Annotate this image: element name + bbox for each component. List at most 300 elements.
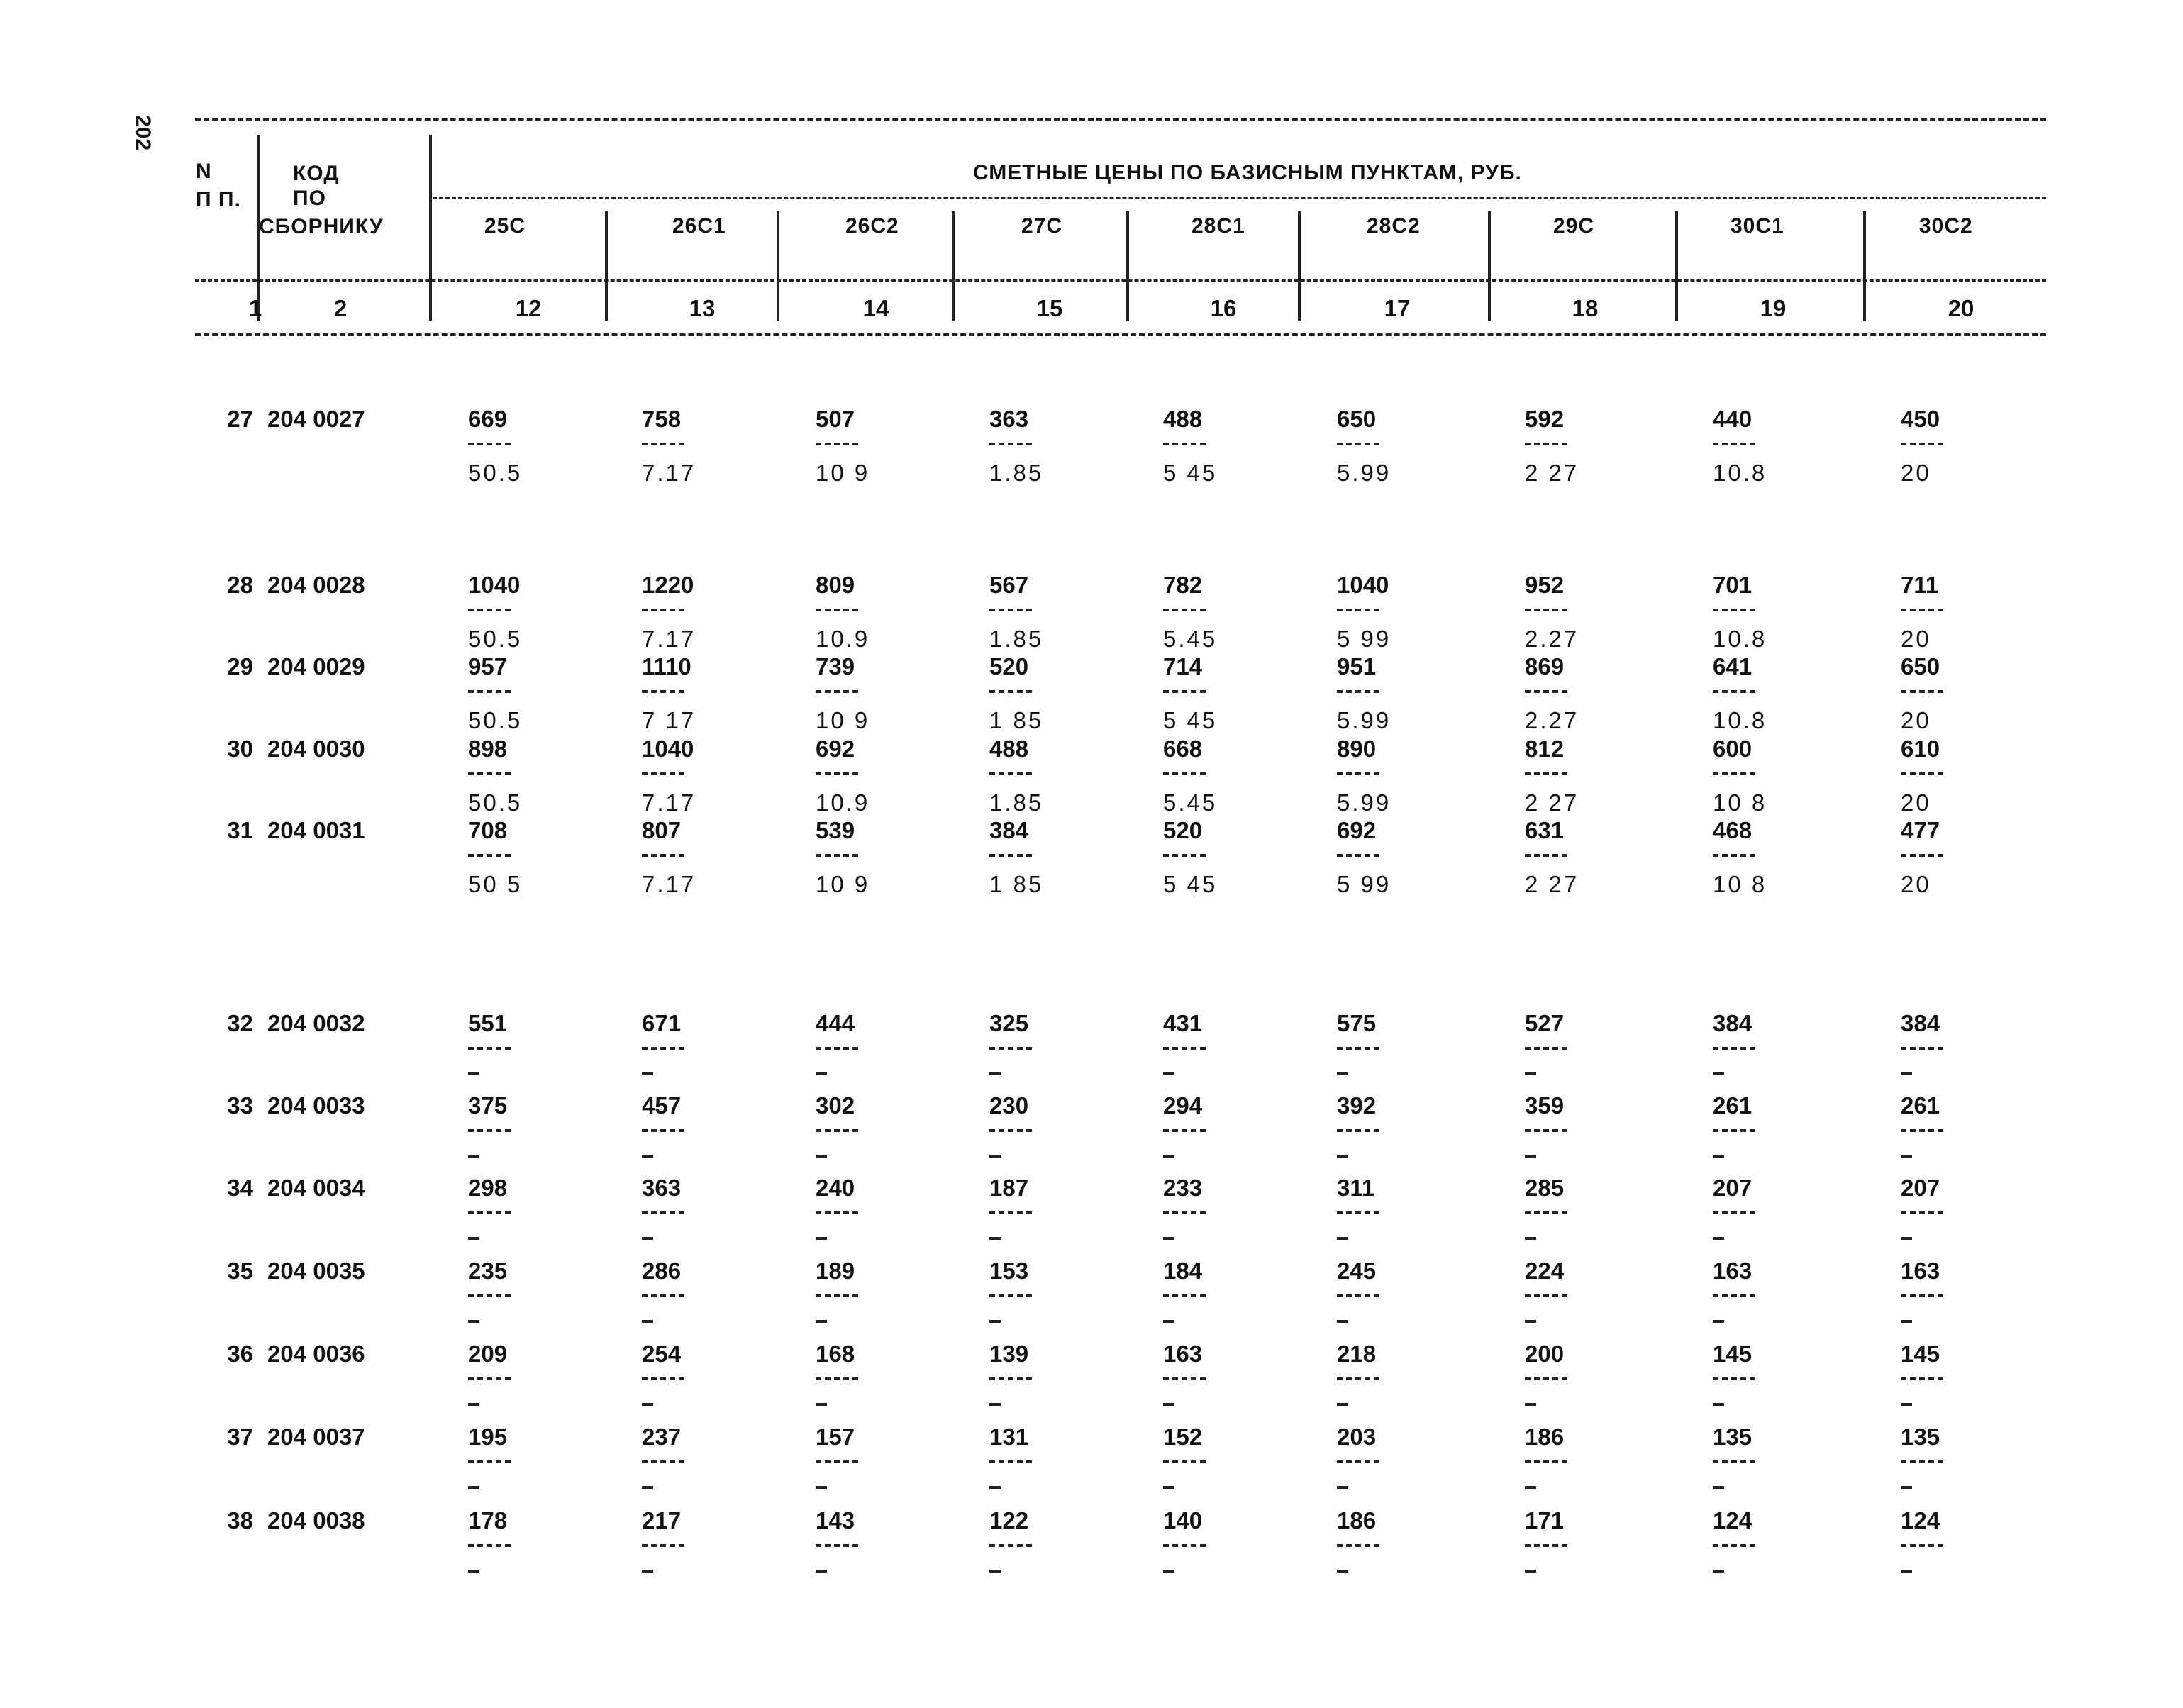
price-value: 809 [816,572,855,598]
fraction-bar [1525,1544,1567,1547]
fraction-bar [642,1129,684,1132]
header-n: N [196,160,212,183]
fraction-bar [1713,1211,1755,1214]
price-value: 124 [1713,1507,1752,1534]
missing-subvalue-mark [816,1403,827,1406]
price-value: 952 [1525,572,1565,598]
fraction-bar [1163,772,1206,775]
fraction-bar [1713,1377,1755,1380]
price-value: 457 [642,1092,682,1119]
price-value: 671 [642,1010,682,1036]
fraction-bar [1337,772,1379,775]
price-value: 898 [468,736,508,762]
price-value: 610 [1901,736,1940,762]
fraction-bar [816,1377,858,1380]
price-value: 171 [1525,1507,1565,1534]
price-subvalue: 10 9 [816,871,870,897]
missing-subvalue-mark [1525,1072,1536,1075]
price-subvalue: 50.5 [468,460,523,486]
fraction-bar [816,609,858,611]
column-number: 20 [1948,295,1974,321]
price-value: 122 [989,1507,1029,1534]
price-value: 890 [1337,736,1377,762]
header-code-3: СБОРНИКУ [259,215,384,238]
fraction-bar [1901,1294,1943,1297]
fraction-bar [642,609,684,611]
fraction-bar [989,772,1032,775]
fraction-bar [468,443,511,445]
price-subvalue: 5.99 [1337,789,1392,816]
missing-subvalue-mark [989,1570,1001,1573]
price-value: 951 [1337,653,1377,680]
missing-subvalue-mark [1901,1570,1912,1573]
price-value: 209 [468,1341,508,1367]
row-code: 204 0028 [267,572,365,598]
fraction-bar [1337,1047,1379,1050]
missing-subvalue-mark [1525,1320,1536,1323]
price-value: 157 [816,1424,855,1450]
fraction-bar [1525,1047,1567,1050]
fraction-bar [1901,1047,1943,1050]
group-rule [433,197,2046,199]
price-subvalue: 50.5 [468,626,523,652]
missing-subvalue-mark [1163,1320,1174,1323]
fraction-bar [989,1544,1032,1547]
fraction-bar [1713,854,1755,857]
row-code: 204 0032 [267,1010,365,1036]
price-value: 207 [1901,1175,1940,1201]
column-number: 18 [1572,295,1599,321]
price-value: 957 [468,653,508,680]
fraction-bar [989,1460,1032,1463]
price-subvalue: 2 27 [1525,460,1579,486]
fraction-bar [989,854,1032,857]
price-subvalue: 50 5 [468,871,523,897]
fraction-bar [989,1294,1032,1297]
row-number: 31 [227,817,253,843]
price-value: 782 [1163,572,1203,598]
missing-subvalue-mark [468,1072,479,1075]
price-value: 186 [1337,1507,1377,1534]
fraction-bar [1163,443,1206,445]
price-column-header: 28С2 [1367,214,1421,238]
price-value: 520 [989,653,1029,680]
price-subvalue: 20 [1901,707,1931,733]
price-value: 527 [1525,1010,1565,1036]
missing-subvalue-mark [989,1072,1001,1075]
column-number: 2 [333,295,348,321]
price-subvalue: 1.85 [989,789,1044,816]
price-column-header: 28С1 [1192,214,1245,238]
price-value: 701 [1713,572,1752,598]
price-value: 168 [816,1341,855,1367]
fraction-bar [468,854,511,857]
price-value: 384 [1713,1010,1752,1036]
price-value: 592 [1525,406,1565,432]
price-value: 567 [989,572,1029,598]
fraction-bar [1337,1129,1379,1132]
price-subvalue: 2 27 [1525,871,1579,897]
price-value: 711 [1901,572,1939,598]
header-divider [952,211,955,321]
row-code: 204 0036 [267,1341,365,1367]
price-value: 200 [1525,1341,1565,1367]
fraction-bar [642,443,684,445]
price-subvalue: 7.17 [642,871,696,897]
fraction-bar [1713,1129,1755,1132]
price-value: 392 [1337,1092,1377,1119]
missing-subvalue-mark [642,1570,653,1573]
price-value: 440 [1713,406,1752,432]
fraction-bar [1713,772,1755,775]
price-subvalue: 5 45 [1163,871,1218,897]
fraction-bar [468,690,511,693]
missing-subvalue-mark [816,1072,827,1075]
price-value: 477 [1901,817,1940,843]
price-value: 444 [816,1010,855,1036]
colnum-bottom-rule [195,333,2046,336]
missing-subvalue-mark [468,1570,479,1573]
fraction-bar [989,443,1032,445]
price-subvalue: 7.17 [642,789,696,816]
fraction-bar [1163,690,1206,693]
missing-subvalue-mark [1901,1320,1912,1323]
price-subvalue: 5.45 [1163,789,1218,816]
row-code: 204 0033 [267,1092,365,1119]
price-subvalue: 10 9 [816,707,870,733]
price-value: 692 [1337,817,1377,843]
missing-subvalue-mark [1901,1403,1912,1406]
price-value: 254 [642,1341,682,1367]
price-value: 139 [989,1341,1029,1367]
price-value: 551 [468,1010,508,1036]
missing-subvalue-mark [1337,1237,1348,1240]
fraction-bar [1901,690,1943,693]
missing-subvalue-mark [816,1237,827,1240]
price-value: 140 [1163,1507,1203,1534]
fraction-bar [816,1047,858,1050]
row-number: 36 [227,1341,253,1367]
row-code: 204 0031 [267,817,365,843]
fraction-bar [1901,1211,1943,1214]
missing-subvalue-mark [642,1320,653,1323]
price-column-header: 30С1 [1731,214,1784,238]
fraction-bar [989,1211,1032,1214]
price-subvalue: 20 [1901,626,1931,652]
fraction-bar [1337,1377,1379,1380]
missing-subvalue-mark [1901,1486,1912,1489]
price-subvalue: 10 8 [1713,789,1767,816]
fraction-bar [1525,443,1567,445]
column-number: 16 [1210,295,1237,321]
header-divider [1675,211,1678,321]
fraction-bar [1163,1544,1206,1547]
price-value: 187 [989,1175,1029,1201]
price-subvalue: 5 45 [1163,707,1218,733]
fraction-bar [642,1294,684,1297]
price-value: 217 [642,1507,682,1534]
price-value: 507 [816,406,855,432]
price-value: 184 [1163,1258,1203,1284]
row-code: 204 0029 [267,653,365,680]
price-value: 163 [1901,1258,1940,1284]
fraction-bar [468,772,511,775]
missing-subvalue-mark [1713,1237,1724,1240]
price-subvalue: 5 45 [1163,460,1218,486]
fraction-bar [1713,443,1755,445]
price-subvalue: 20 [1901,789,1931,816]
fraction-bar [1163,854,1206,857]
fraction-bar [1525,690,1567,693]
price-value: 631 [1525,817,1565,843]
missing-subvalue-mark [468,1320,479,1323]
fraction-bar [642,772,684,775]
row-number: 32 [227,1010,253,1036]
price-subvalue: 2.27 [1525,626,1579,652]
price-value: 450 [1901,406,1940,432]
price-value: 163 [1713,1258,1752,1284]
price-subvalue: 10.9 [816,789,870,816]
fraction-bar [1163,1047,1206,1050]
price-value: 237 [642,1424,682,1450]
fraction-bar [1713,1460,1755,1463]
row-number: 35 [227,1258,253,1284]
fraction-bar [816,443,858,445]
price-value: 375 [468,1092,508,1119]
price-value: 124 [1901,1507,1940,1534]
price-value: 145 [1713,1341,1752,1367]
missing-subvalue-mark [1901,1237,1912,1240]
fraction-bar [1525,1460,1567,1463]
missing-subvalue-mark [1713,1570,1724,1573]
header-code-1: КОД [293,162,340,185]
missing-subvalue-mark [1337,1155,1348,1158]
fraction-bar [468,1129,511,1132]
header-code-2: ПО [293,187,326,210]
fraction-bar [816,772,858,775]
missing-subvalue-mark [816,1486,827,1489]
fraction-bar [1525,1211,1567,1214]
price-subvalue: 5 99 [1337,871,1392,897]
row-number: 38 [227,1507,253,1534]
price-value: 233 [1163,1175,1203,1201]
price-value: 230 [989,1092,1029,1119]
fraction-bar [642,1377,684,1380]
missing-subvalue-mark [989,1320,1001,1323]
price-value: 240 [816,1175,855,1201]
missing-subvalue-mark [1163,1403,1174,1406]
price-value: 539 [816,817,855,843]
price-value: 708 [468,817,508,843]
column-number: 1 [248,295,262,321]
row-number: 34 [227,1175,253,1201]
column-number: 15 [1036,295,1063,321]
price-value: 145 [1901,1341,1940,1367]
row-number: 28 [227,572,253,598]
price-value: 189 [816,1258,855,1284]
price-value: 739 [816,653,855,680]
fraction-bar [989,1047,1032,1050]
price-value: 135 [1901,1424,1940,1450]
price-column-header: 29С [1553,214,1595,238]
price-value: 668 [1163,736,1203,762]
price-value: 1220 [642,572,694,598]
header-divider [1863,211,1866,321]
price-value: 261 [1713,1092,1752,1119]
price-column-header: 26С1 [672,214,726,238]
price-subvalue: 10 8 [1713,871,1767,897]
fraction-bar [1525,1294,1567,1297]
missing-subvalue-mark [989,1237,1001,1240]
header-divider [1488,211,1491,321]
fraction-bar [1713,1294,1755,1297]
price-subvalue: 2 27 [1525,789,1579,816]
missing-subvalue-mark [1525,1486,1536,1489]
price-subvalue: 1.85 [989,460,1044,486]
price-subvalue: 7 17 [642,707,696,733]
missing-subvalue-mark [1163,1155,1174,1158]
fraction-bar [468,1047,511,1050]
price-value: 600 [1713,736,1752,762]
fraction-bar [1713,1544,1755,1547]
header-divider [1298,211,1301,321]
row-code: 204 0027 [267,406,365,432]
missing-subvalue-mark [1713,1155,1724,1158]
missing-subvalue-mark [468,1155,479,1158]
fraction-bar [989,690,1032,693]
fraction-bar [1901,854,1943,857]
price-value: 488 [989,736,1029,762]
fraction-bar [468,1544,511,1547]
missing-subvalue-mark [1337,1486,1348,1489]
price-subvalue: 1 85 [989,871,1044,897]
price-value: 520 [1163,817,1203,843]
fraction-bar [468,1460,511,1463]
price-value: 714 [1163,653,1203,680]
price-value: 1110 [642,653,691,680]
price-subvalue: 7.17 [642,626,696,652]
fraction-bar [1901,1129,1943,1132]
fraction-bar [642,1460,684,1463]
price-value: 758 [642,406,682,432]
row-number: 27 [227,406,253,432]
price-subvalue: 10.8 [1713,707,1767,733]
missing-subvalue-mark [1337,1320,1348,1323]
fraction-bar [1163,1377,1206,1380]
price-value: 207 [1713,1175,1752,1201]
price-value: 669 [468,406,508,432]
missing-subvalue-mark [468,1486,479,1489]
header-group-title: СМЕТНЫЕ ЦЕНЫ ПО БАЗИСНЫМ ПУНКТАМ, РУБ. [973,161,1522,184]
missing-subvalue-mark [1525,1403,1536,1406]
price-value: 363 [642,1175,682,1201]
fraction-bar [468,1294,511,1297]
price-subvalue: 50.5 [468,707,523,733]
price-value: 1040 [642,736,694,762]
missing-subvalue-mark [468,1237,479,1240]
price-value: 235 [468,1258,508,1284]
price-value: 431 [1163,1010,1203,1036]
price-subvalue: 7.17 [642,460,696,486]
price-value: 143 [816,1507,855,1534]
price-value: 468 [1713,817,1752,843]
price-value: 298 [468,1175,508,1201]
fraction-bar [816,854,858,857]
missing-subvalue-mark [642,1155,653,1158]
fraction-bar [1163,609,1206,611]
price-value: 178 [468,1507,508,1534]
fraction-bar [1337,1211,1379,1214]
fraction-bar [1525,1377,1567,1380]
price-subvalue: 5 99 [1337,626,1392,652]
row-number: 37 [227,1424,253,1450]
price-value: 807 [642,817,682,843]
missing-subvalue-mark [816,1320,827,1323]
missing-subvalue-mark [989,1155,1001,1158]
fraction-bar [1713,1047,1755,1050]
fraction-bar [642,1047,684,1050]
row-code: 204 0034 [267,1175,365,1201]
row-code: 204 0038 [267,1507,365,1534]
fraction-bar [1525,1129,1567,1132]
price-subvalue: 5.99 [1337,460,1392,486]
price-value: 363 [989,406,1029,432]
price-subvalue: 5.99 [1337,707,1392,733]
price-value: 641 [1713,653,1752,680]
price-value: 311 [1337,1175,1375,1201]
price-value: 650 [1337,406,1377,432]
missing-subvalue-mark [1525,1237,1536,1240]
missing-subvalue-mark [642,1486,653,1489]
fraction-bar [1337,1294,1379,1297]
price-value: 325 [989,1010,1029,1036]
header-divider [429,135,432,321]
header-bottom-rule [195,279,2046,282]
missing-subvalue-mark [1713,1072,1724,1075]
fraction-bar [816,1460,858,1463]
missing-subvalue-mark [1163,1570,1174,1573]
missing-subvalue-mark [1163,1486,1174,1489]
column-number: 17 [1384,295,1411,321]
price-subvalue: 50.5 [468,789,523,816]
price-value: 245 [1337,1258,1377,1284]
missing-subvalue-mark [1901,1072,1912,1075]
price-value: 224 [1525,1258,1565,1284]
price-column-header: 25С [484,214,526,238]
fraction-bar [1901,1377,1943,1380]
missing-subvalue-mark [1337,1403,1348,1406]
fraction-bar [816,1544,858,1547]
price-subvalue: 2.27 [1525,707,1579,733]
fraction-bar [1901,609,1943,611]
missing-subvalue-mark [816,1570,827,1573]
missing-subvalue-mark [1901,1155,1912,1158]
price-subvalue: 20 [1901,871,1931,897]
header-divider [605,211,608,321]
missing-subvalue-mark [1163,1237,1174,1240]
row-code: 204 0037 [267,1424,365,1450]
fraction-bar [1337,443,1379,445]
fraction-bar [642,1544,684,1547]
column-number: 12 [515,295,542,321]
fraction-bar [1525,609,1567,611]
missing-subvalue-mark [1525,1570,1536,1573]
price-value: 195 [468,1424,508,1450]
fraction-bar [1713,609,1755,611]
price-value: 384 [989,817,1029,843]
price-value: 203 [1337,1424,1377,1450]
column-number: 19 [1760,295,1787,321]
